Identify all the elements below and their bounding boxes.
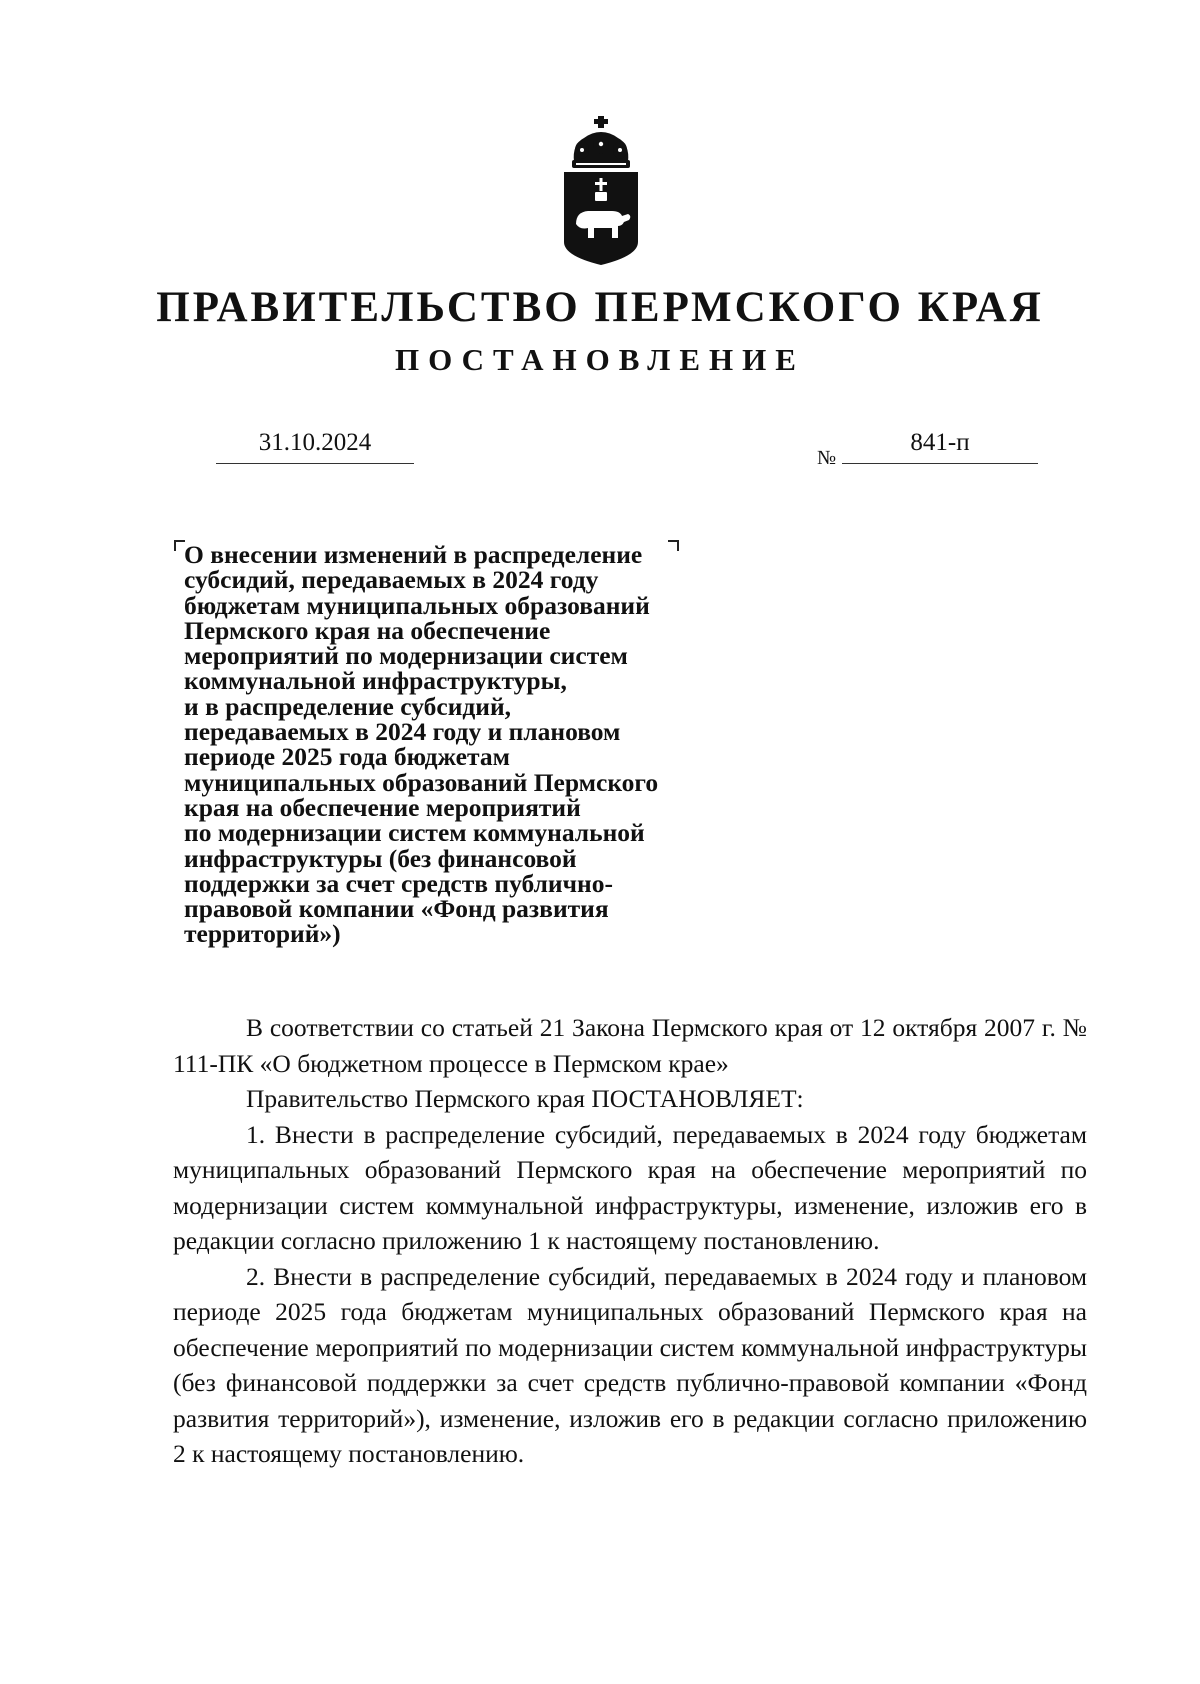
document-subject: О внесении изменений в распределение субсидий, передаваемых в 2024 году бюджетам муниципальных образований Пермского края на обеспечение мероприятий по модернизации систем коммунальной инфраструктуры, и в распределение субсидий, передаваемых в 2024 году и плановом периоде 2025 года бюджетам муниципальных образований Пермского края на обеспечение мероприятий по модернизации систем коммунальной инфраструктуры (без финансовой поддержки за счет средств публично- правовой компании «Фонд развития территорий») (184, 540, 659, 949)
perm-krai-coat-of-arms-icon (562, 116, 640, 266)
body-paragraph: Правительство Пермского края ПОСТАНОВЛЯЕТ: (246, 1084, 804, 1113)
document-body (173, 1010, 1087, 1472)
date-underline (216, 463, 414, 464)
body-paragraph: В соответствии со статьей 21 Закона Пермского края от 12 октября 2007 г. № 111-ПК «О бюджетном процессе в Пермском крае» (173, 1013, 1087, 1078)
body-paragraph: 2. Внести в распределение субсидий, передаваемых в 2024 году и плановом периоде 2025 года бюджетам муниципальных образований Пермского края на обеспечение мероприятий по модернизации систем коммунальной инфраструктуры (без финансовой поддержки за счет средств публично-правовой компании «Фонд развития территорий»), изменение, изложив его в редакции согласно приложению 2 к настоящему постановлению. (173, 1261, 1087, 1468)
document-date: 31.10.2024 (258, 429, 372, 456)
number-sign: № (817, 447, 837, 469)
document-number: 841-п (910, 429, 970, 456)
document-type: ПОСТАНОВЛЕНИЕ (395, 342, 805, 377)
government-title: ПРАВИТЕЛЬСТВО ПЕРМСКОГО КРАЯ (156, 284, 1044, 331)
number-underline (842, 463, 1038, 464)
body-paragraph: 1. Внести в распределение субсидий, передаваемых в 2024 году бюджетам муниципальных образований Пермского края на обеспечение мероприятий по модернизации систем коммунальной инфраструктуры, изменение, изложив его в редакции согласно приложению 1 к настоящему постановлению. (173, 1119, 1087, 1255)
